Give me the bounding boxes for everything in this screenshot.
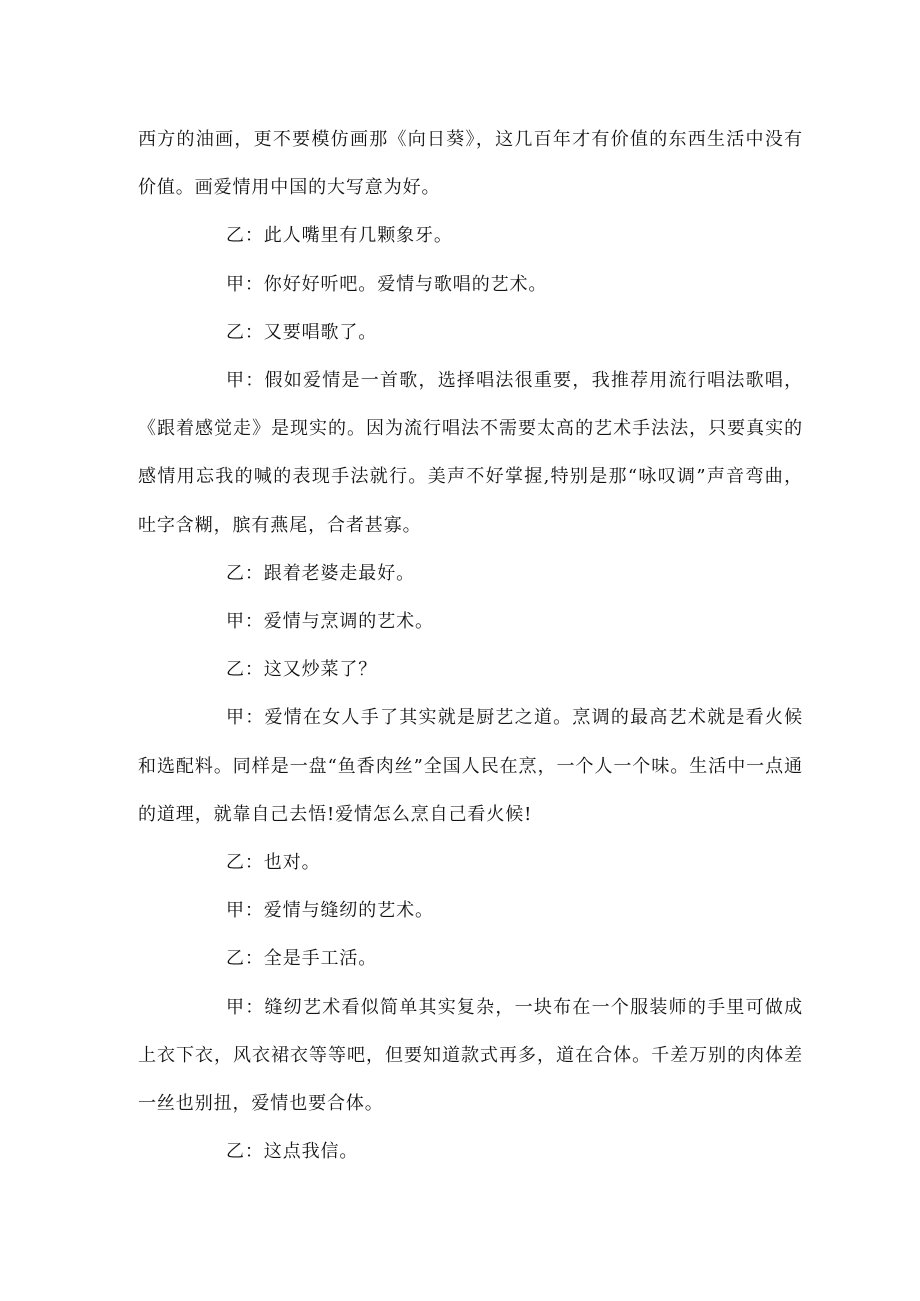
dialogue-line-yi: 乙：跟着老婆走最好。 [226,562,415,584]
dialogue-line-jia: 甲：爱情与缝纫的艺术。 [226,900,434,922]
dialogue-line-jia: 甲：爱情与烹调的艺术。 [226,611,434,633]
dialogue-line-jia: 甲：假如爱情是一首歌，选择唱法很重要，我推荐用流行唱法歌唱，《跟着感觉走》是现实的。因为流行唱法不需要太高的艺术手法法，只要真实的感情用忘我的喊的表现手法就行。美声不好掌握,特别是那“咏叹调”声音弯曲，吐字含糊，膑有燕尾，合者甚寡。 [138,370,803,536]
dialogue-line-yi: 乙：又要唱歌了。 [226,321,378,343]
dialogue-line-yi: 乙：也对。 [226,852,321,874]
dialogue-line-jia: 甲：你好好听吧。爱情与歌唱的艺术。 [226,273,548,295]
dialogue-line-yi: 乙：这点我信。 [226,1141,359,1163]
dialogue-line-yi: 乙：这又炒菜了？ [226,659,378,681]
paragraph-continuation: 西方的油画，更不要模仿画那《向日葵》，这几百年才有价值的东西生活中没有价值。画爱情用中国的大写意为好。 [138,129,803,199]
dialogue-line-yi: 乙：全是手工活。 [226,948,378,970]
document-body [138,116,803,1176]
dialogue-line-jia: 甲：爱情在女人手了其实就是厨艺之道。烹调的最高艺术就是看火候和选配料。同样是一盘“鱼香肉丝”全国人民在烹，一个人一个味。生活中一点通的道理，就靠自己去悟!爱情怎么烹自己看火候! [138,707,803,825]
dialogue-line-jia: 甲：缝纫艺术看似简单其实复杂，一块布在一个服装师的手里可做成上衣下衣，风衣裙衣等等吧，但要知道款式再多，道在合体。千差万别的肉体差一丝也别扭，爱情也要合体。 [138,996,803,1115]
dialogue-line-yi: 乙：此人嘴里有几颗象牙。 [226,225,453,247]
